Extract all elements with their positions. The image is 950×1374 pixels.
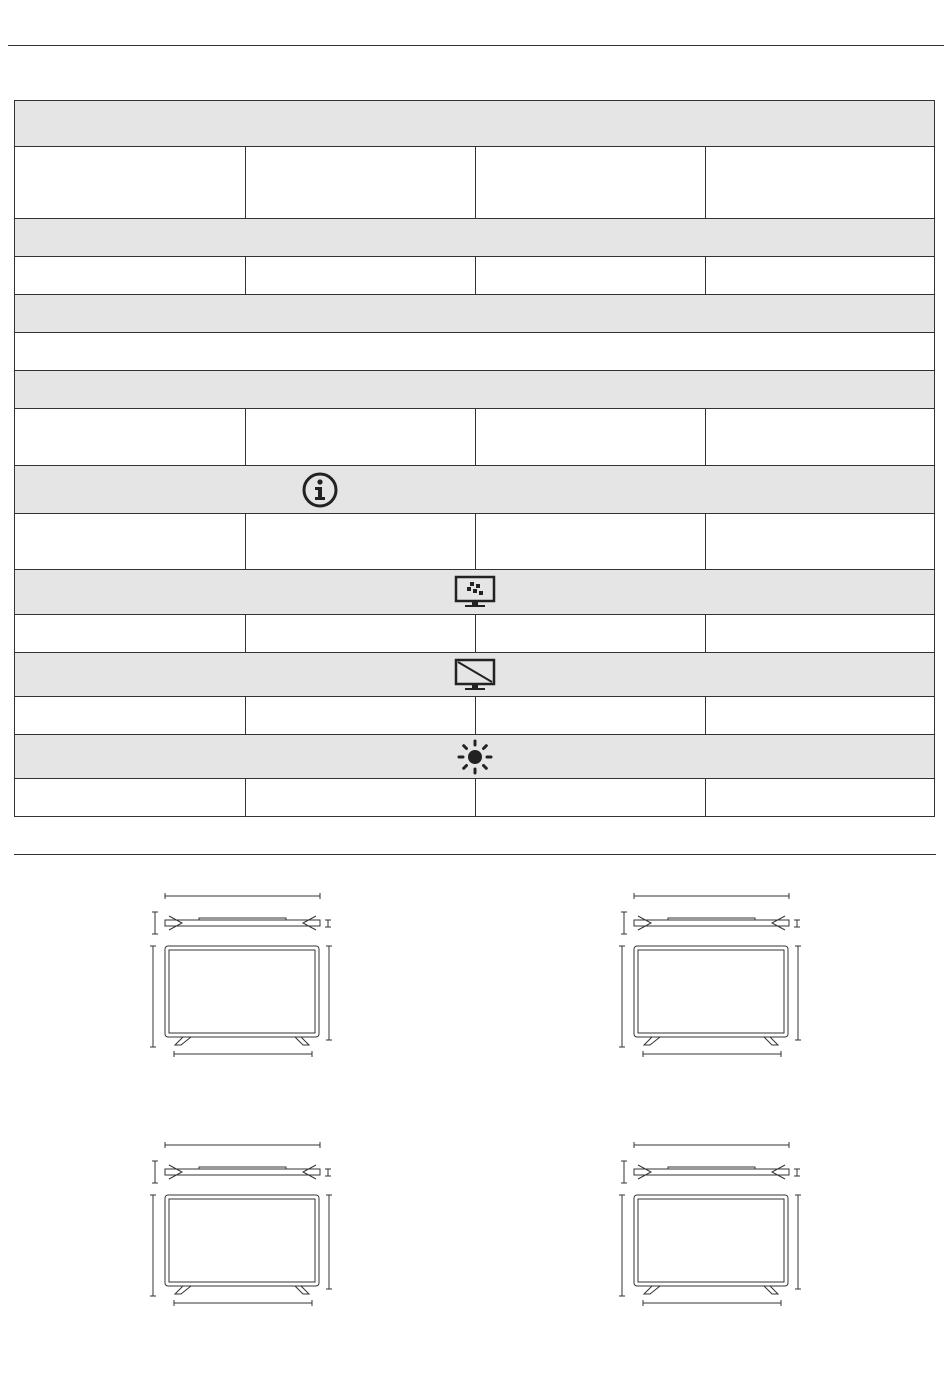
- info-icon: [301, 470, 339, 510]
- table-cell: [246, 697, 476, 734]
- table-cell: [706, 615, 936, 652]
- table-row: [15, 615, 934, 653]
- table-header-row-screen-on: [15, 570, 934, 615]
- table-cell: [15, 779, 246, 817]
- brightness-icon: [455, 739, 495, 775]
- table-cell: [246, 514, 476, 569]
- table-cell: [15, 615, 246, 652]
- table-header-row: [15, 219, 934, 257]
- table-cell: [706, 514, 936, 569]
- table-cell: [476, 147, 706, 218]
- table-row: [15, 147, 934, 219]
- spec-table: [14, 100, 935, 817]
- table-row: [15, 257, 934, 295]
- table-header-row: [15, 371, 934, 409]
- tv-dimension-drawing-icon: [145, 890, 335, 1080]
- table-cell: [476, 615, 706, 652]
- tv-dimension-drawing-icon: [614, 890, 804, 1080]
- table-header-row-screen-off: [15, 653, 934, 697]
- table-header-row: [15, 101, 934, 147]
- screen-pattern-icon: [453, 574, 497, 610]
- table-cell: [15, 409, 246, 465]
- table-cell: [246, 147, 476, 218]
- table-row: [15, 697, 934, 735]
- section-rule: [14, 854, 936, 855]
- table-cell: [15, 697, 246, 734]
- table-row: [15, 409, 934, 466]
- table-cell: [706, 409, 936, 465]
- table-row: [15, 779, 934, 817]
- table-cell: [706, 257, 936, 294]
- table-cell: [476, 779, 706, 817]
- table-cell: [706, 779, 936, 817]
- table-cell: [15, 147, 246, 218]
- table-cell: [246, 615, 476, 652]
- table-row: [15, 514, 934, 570]
- table-header-row: [15, 295, 934, 333]
- table-header-row-info: [15, 466, 934, 514]
- table-header-row-brightness: [15, 735, 934, 779]
- tv-dimension-drawing-icon: [614, 1139, 804, 1329]
- table-row: [15, 333, 934, 371]
- table-cell: [706, 147, 936, 218]
- table-cell: [15, 514, 246, 569]
- table-cell: [246, 409, 476, 465]
- screen-off-icon: [453, 657, 497, 693]
- table-cell: [476, 697, 706, 734]
- tv-dimension-drawing-icon: [145, 1139, 335, 1329]
- table-cell: [15, 257, 246, 294]
- table-cell: [706, 697, 936, 734]
- table-cell: [476, 514, 706, 569]
- table-cell: [246, 779, 476, 817]
- top-rule: [8, 45, 944, 46]
- table-cell: [246, 257, 476, 294]
- table-cell: [476, 409, 706, 465]
- table-cell: [476, 257, 706, 294]
